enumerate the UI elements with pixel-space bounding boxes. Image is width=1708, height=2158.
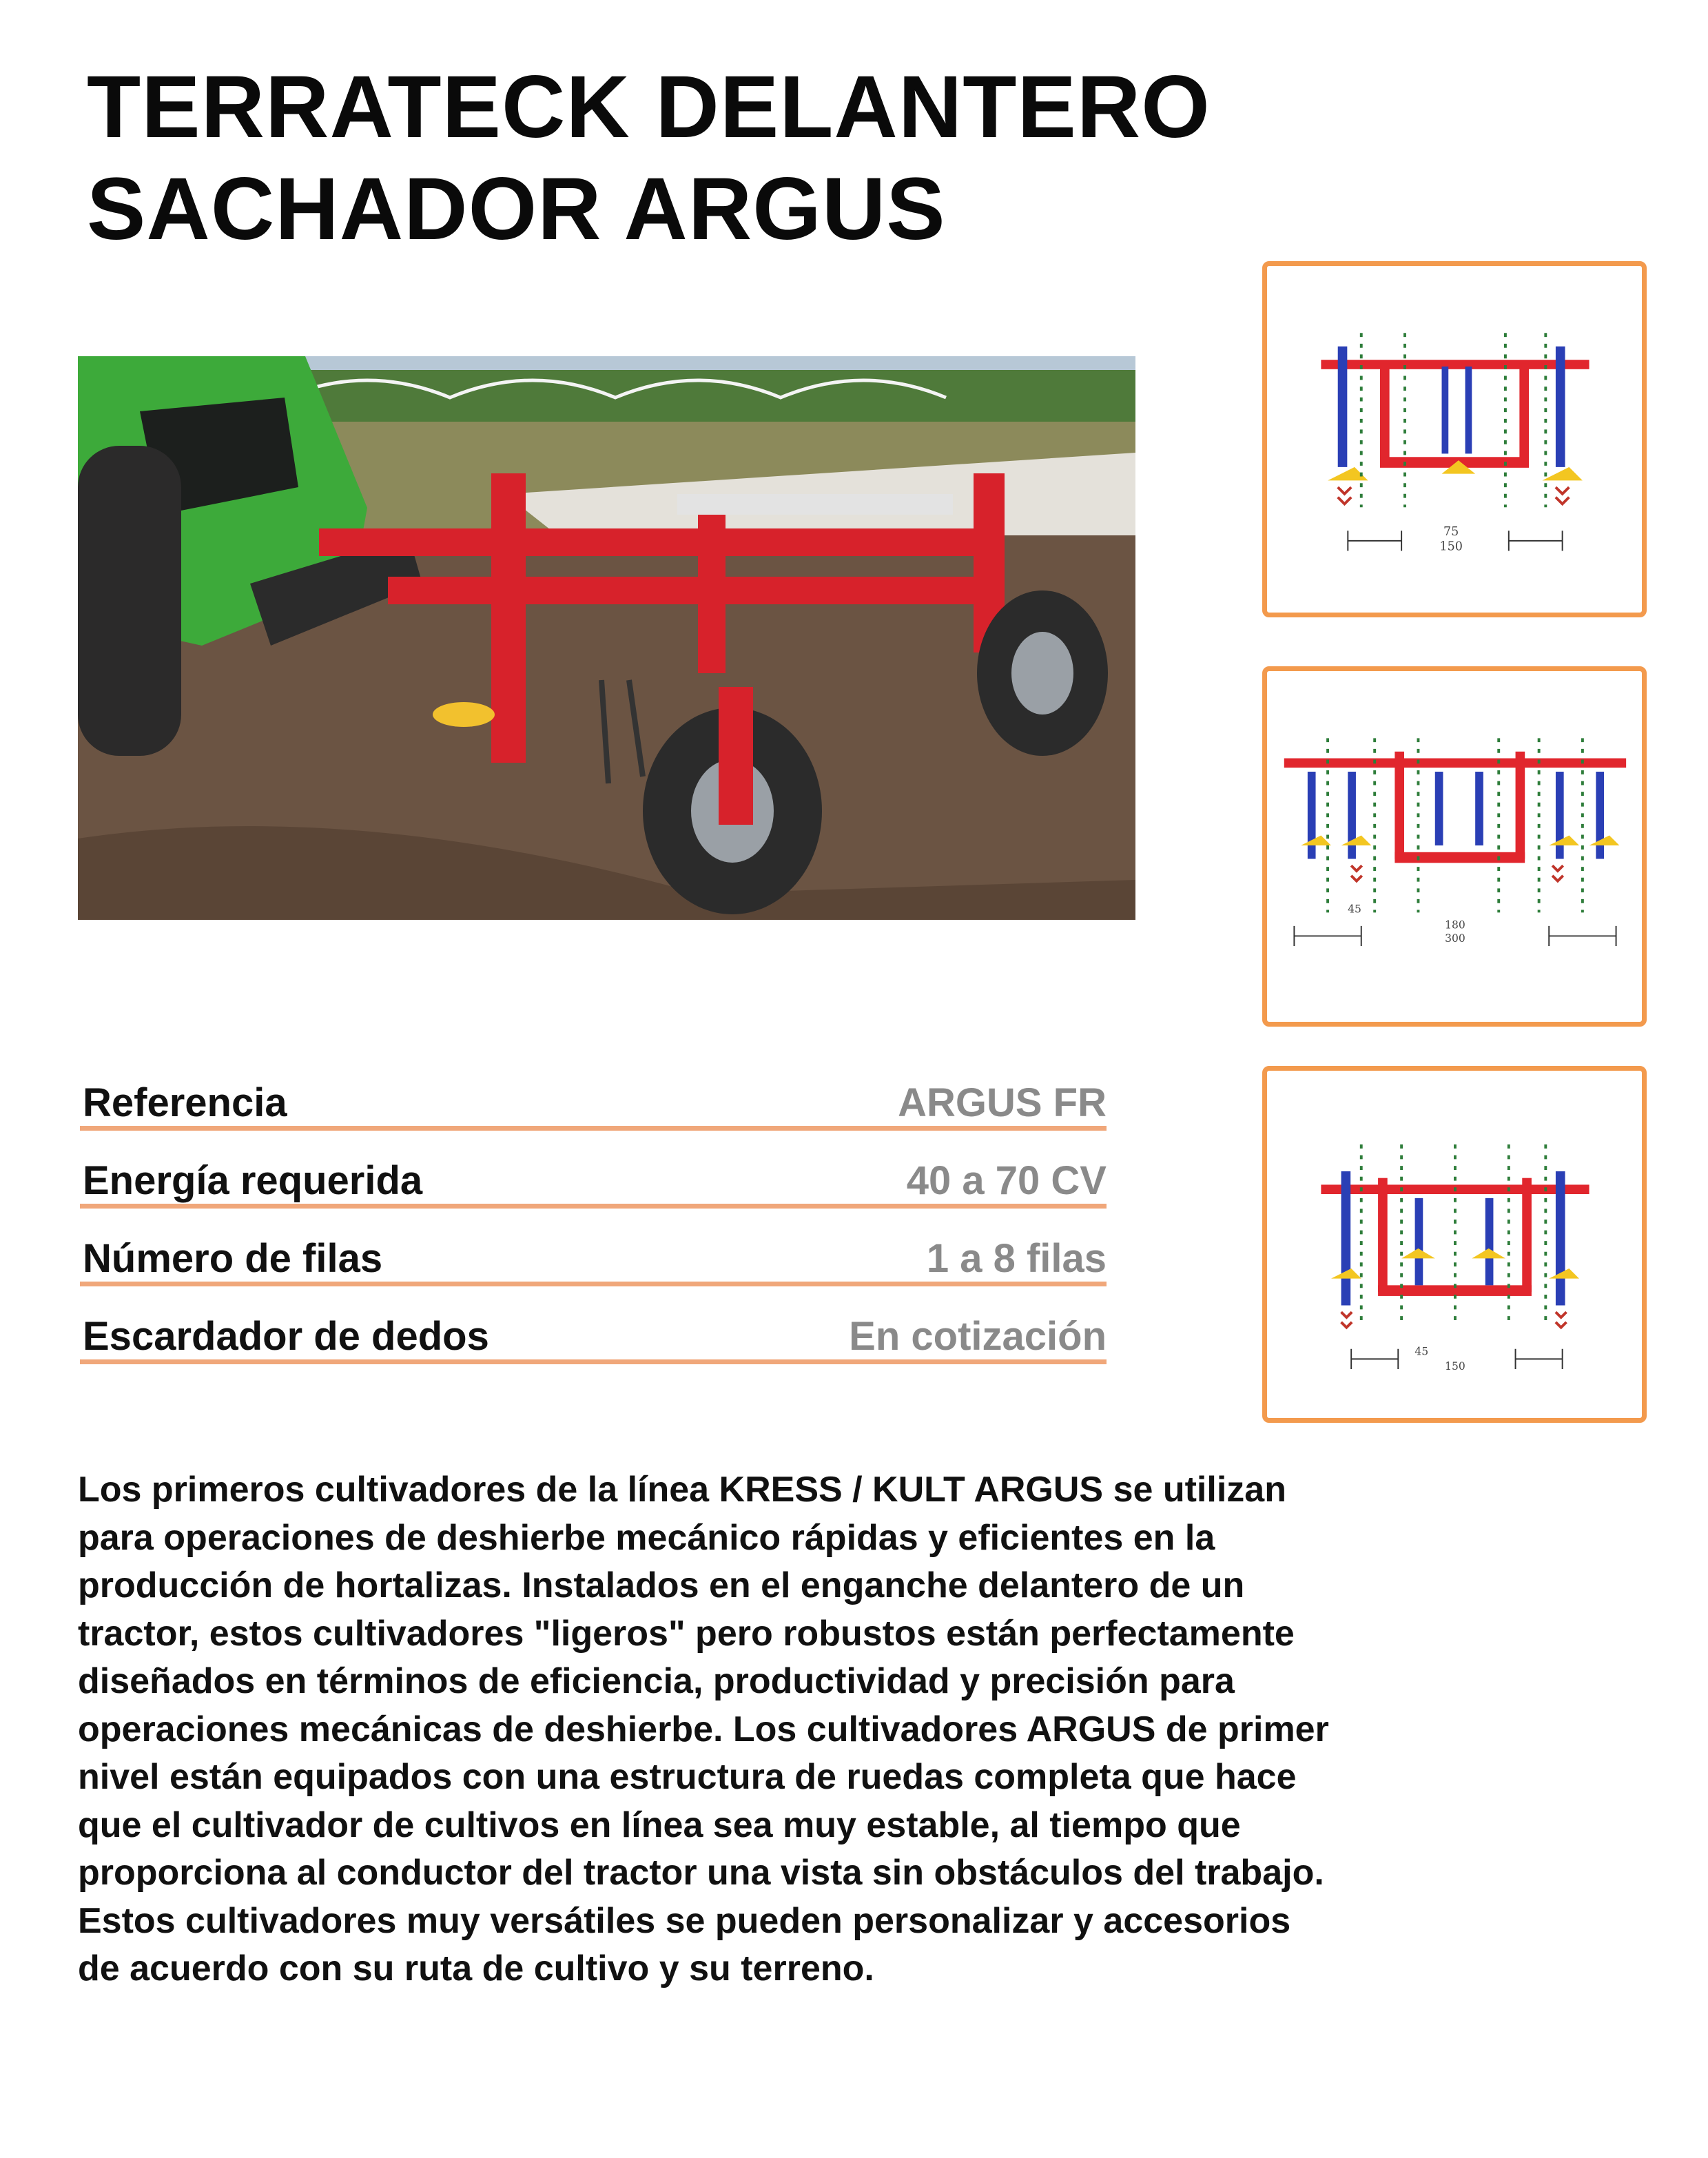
spec-value: En cotización	[849, 1314, 1107, 1359]
spec-label: Referencia	[83, 1080, 287, 1125]
spec-table	[80, 1053, 1107, 1364]
diagram-dimension: 150	[1445, 1359, 1465, 1373]
spec-row-escardador	[80, 1286, 1107, 1364]
spec-value: 40 a 70 CV	[906, 1158, 1107, 1203]
spec-row-referencia	[80, 1053, 1107, 1131]
title-line-1: TERRATECK DELANTERO	[87, 58, 1211, 156]
product-photo	[78, 356, 1135, 920]
title-line-2: SACHADOR ARGUS	[87, 160, 946, 258]
layout-diagram-2	[1262, 666, 1647, 1027]
diagram-dimension: 45	[1414, 1345, 1429, 1358]
spec-label: Escardador de dedos	[83, 1314, 489, 1359]
diagram-dimension: 150	[1439, 540, 1463, 554]
diagram-dimension: 75	[1443, 525, 1459, 540]
spec-value: 1 a 8 filas	[926, 1236, 1107, 1281]
layout-diagram-1	[1262, 261, 1647, 617]
page-title	[87, 56, 1211, 260]
spec-row-energia	[80, 1131, 1107, 1209]
spec-label: Energía requerida	[83, 1158, 423, 1203]
layout-diagram-3	[1262, 1066, 1647, 1423]
spec-label: Número de filas	[83, 1236, 383, 1281]
spec-row-filas	[80, 1209, 1107, 1286]
diagram-dimension: 45	[1348, 903, 1361, 916]
diagram-dimension: 300	[1445, 932, 1465, 945]
product-description: Los primeros cultivadores de la línea KRESS / KULT ARGUS se utilizan para operaciones de deshierbe mecánico rápidas y eficientes en la producción de hortalizas. Instalados en el enganche delantero de un tractor, estos cultivadores "ligeros" pero robustos están perfectamente diseñados en términos de eficiencia, productividad y precisión para operaciones mecánicas de deshierbe. Los cultivadores ARGUS de primer nivel están equipados con una estructura de ruedas completa que hace que el cultivador de cultivos en línea sea muy estable, al tiempo que proporciona al conductor del tractor una vista sin obstáculos del trabajo. Estos cultivadores muy versátiles se pueden personalizar y accesorios de acuerdo con su ruta de cultivo y su terreno.	[78, 1470, 1329, 1989]
diagram-dimension: 180	[1445, 918, 1465, 932]
spec-value: ARGUS FR	[898, 1080, 1107, 1125]
